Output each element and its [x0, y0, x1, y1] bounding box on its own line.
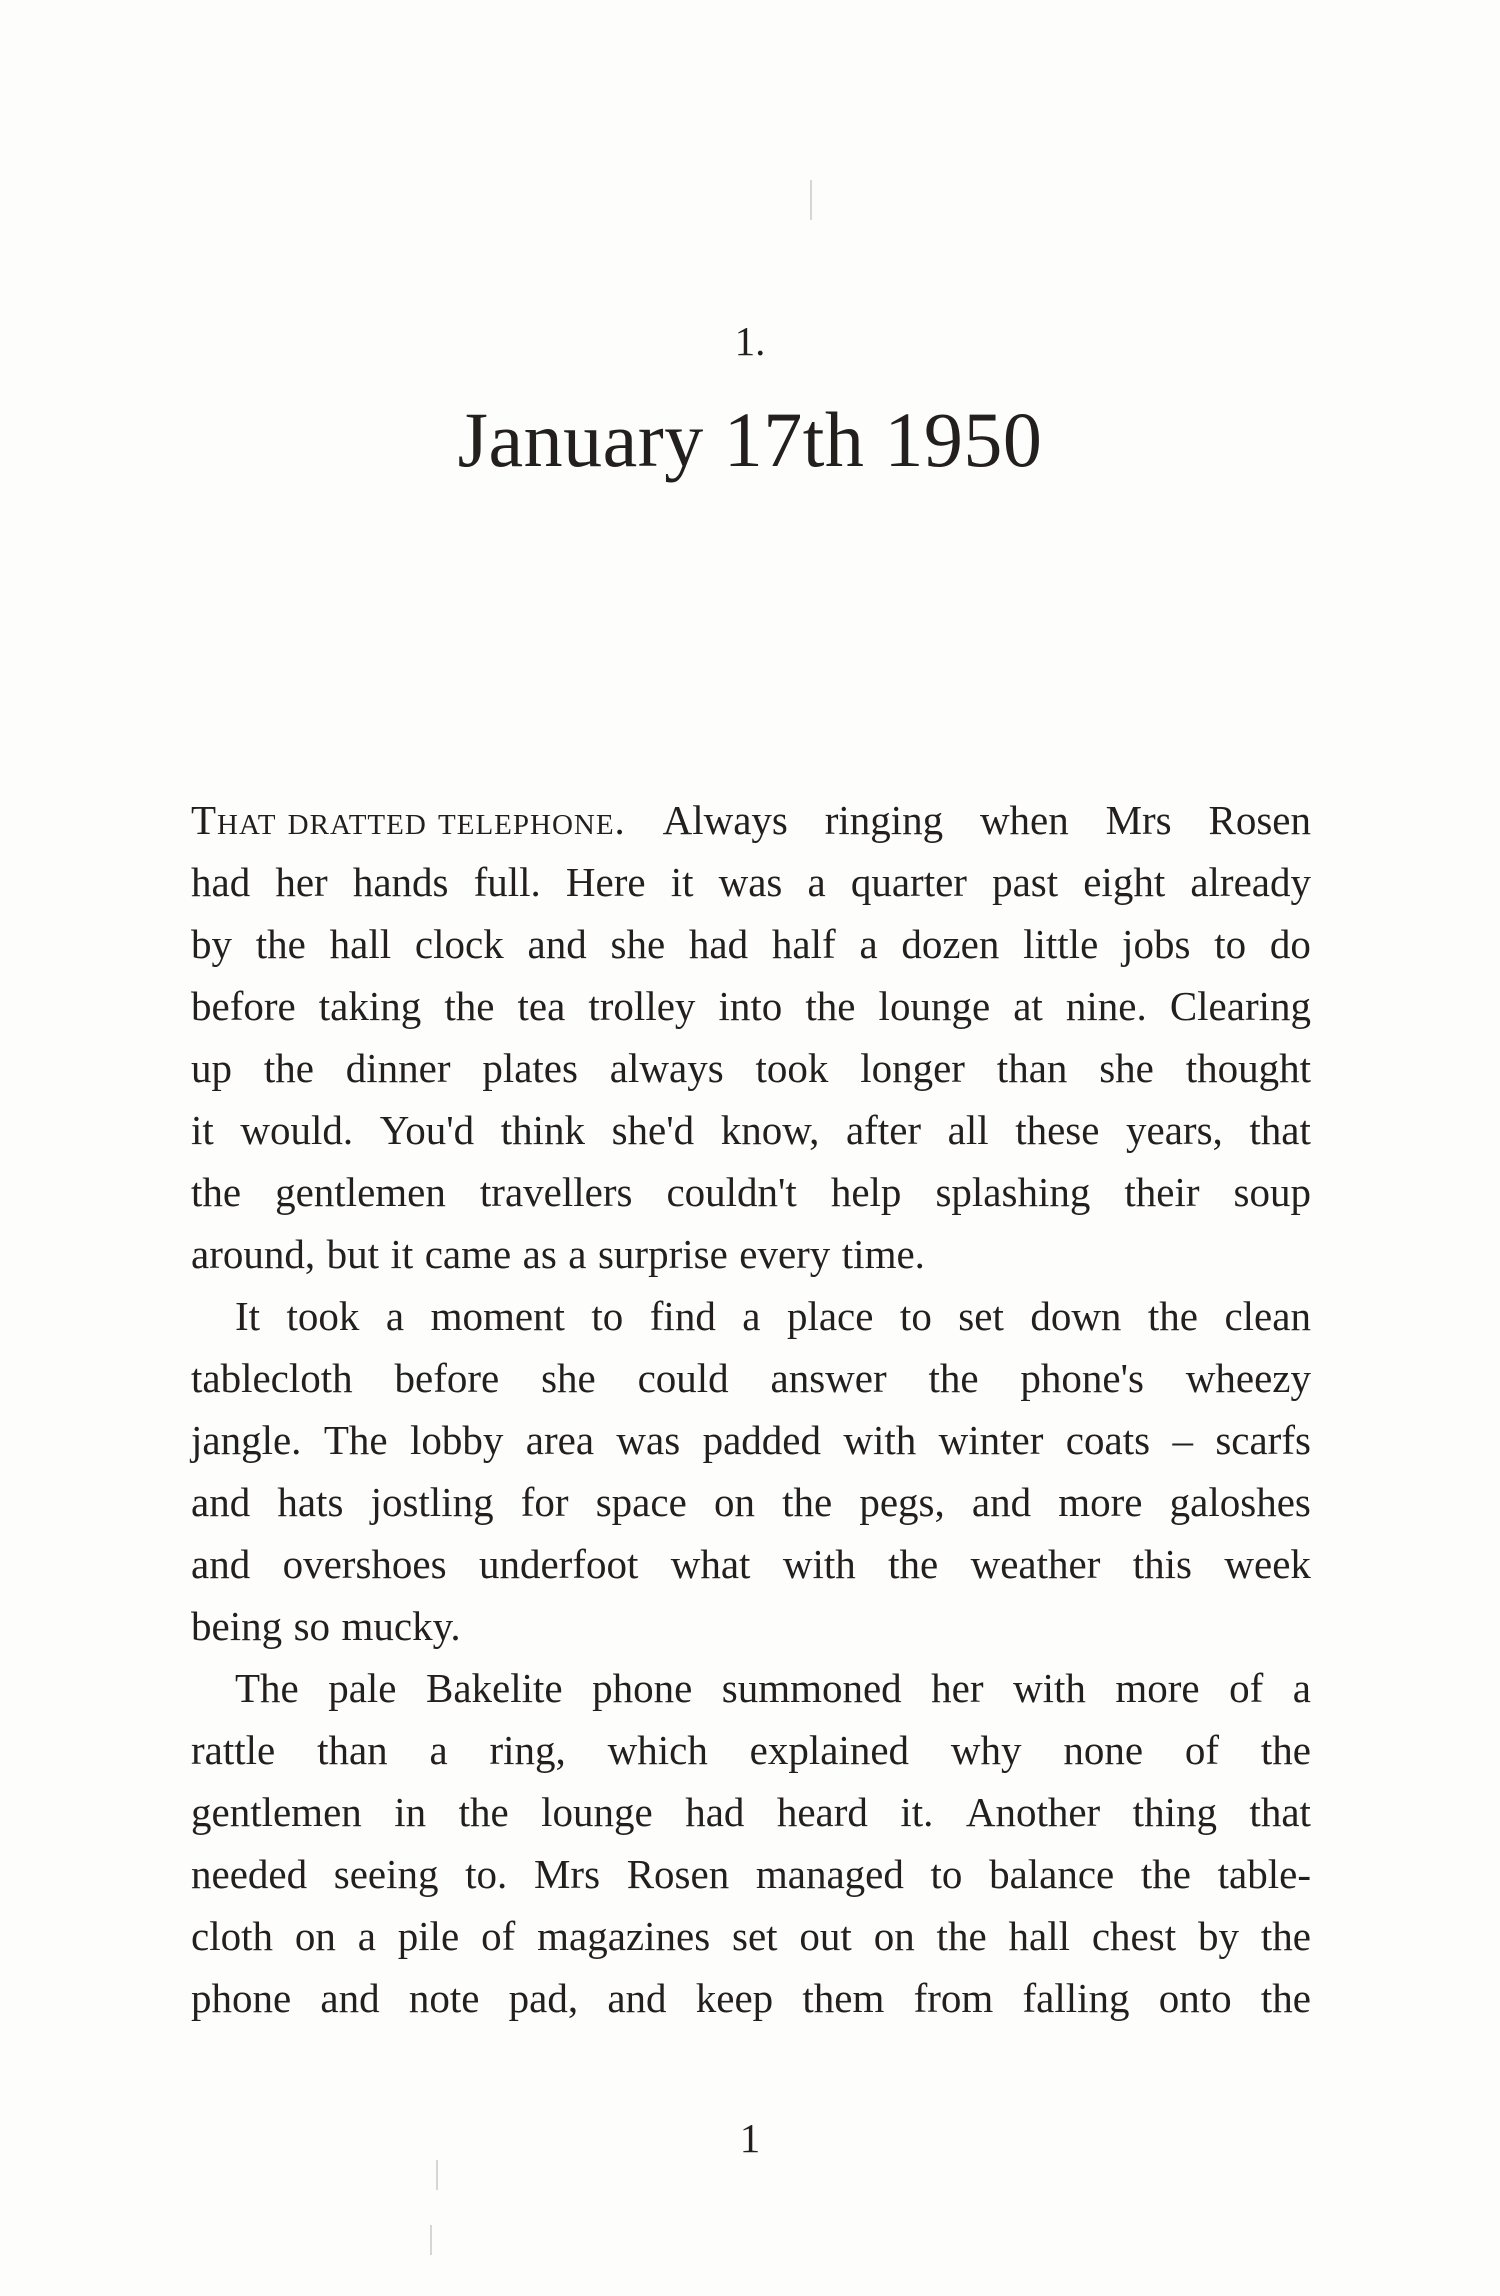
word: space: [595, 1479, 687, 1525]
text-line: [191, 1285, 1311, 1347]
word: full.: [473, 859, 541, 905]
word: thought: [1185, 1045, 1311, 1091]
word: it: [191, 1107, 214, 1153]
word: on: [713, 1479, 755, 1525]
word: that: [1249, 1107, 1311, 1153]
word: plates: [482, 1045, 578, 1091]
word: for: [520, 1479, 569, 1525]
scan-artifact: [810, 180, 812, 220]
word: so: [293, 1603, 331, 1649]
word: and: [191, 1541, 251, 1587]
text-line: [191, 1595, 1311, 1657]
word: soup: [1233, 1169, 1311, 1215]
text-line: [191, 1533, 1311, 1595]
word: to.: [465, 1851, 508, 1897]
word: and: [607, 1975, 667, 2021]
paragraph: [191, 1657, 1311, 2029]
word: padded: [702, 1417, 821, 1463]
word: Always: [662, 797, 788, 843]
word: on: [873, 1913, 915, 1959]
word: them: [802, 1975, 885, 2021]
word: scarfs: [1215, 1417, 1311, 1463]
word: coats: [1065, 1417, 1151, 1463]
word: cloth: [191, 1913, 273, 1959]
word: eight: [1083, 859, 1166, 905]
word: moment: [430, 1293, 565, 1339]
word: past: [992, 859, 1059, 905]
word: the: [936, 1913, 987, 1959]
word: it.: [900, 1789, 934, 1835]
word: phone: [191, 1975, 292, 2021]
word: could: [637, 1355, 729, 1401]
word: set: [732, 1913, 778, 1959]
word: what: [670, 1541, 751, 1587]
word: the: [805, 983, 856, 1029]
word: tea: [517, 983, 566, 1029]
word: a: [385, 1293, 405, 1339]
word: up: [191, 1045, 232, 1091]
word: a: [568, 1231, 587, 1277]
word: had: [688, 921, 749, 967]
word: answer: [770, 1355, 887, 1401]
word: You'd: [379, 1107, 475, 1153]
word: week: [1224, 1541, 1311, 1587]
word: table-: [1217, 1851, 1311, 1897]
word: was: [718, 859, 783, 905]
word: it: [670, 859, 694, 905]
word: the: [255, 921, 306, 967]
word: before: [191, 983, 296, 1029]
word: It: [235, 1293, 261, 1339]
word: than: [317, 1727, 388, 1773]
word: jangle.: [191, 1417, 302, 1463]
word: explained: [749, 1727, 910, 1773]
word: balance: [989, 1851, 1115, 1897]
word: with: [782, 1541, 856, 1587]
word: Another: [965, 1789, 1101, 1835]
scan-artifact: [430, 2225, 432, 2255]
word: heard: [776, 1789, 868, 1835]
word: set: [958, 1293, 1004, 1339]
word: splashing: [935, 1169, 1091, 1215]
paragraph: [191, 789, 1311, 1285]
word: summoned: [721, 1665, 902, 1711]
text-line: [191, 913, 1311, 975]
word: lounge: [541, 1789, 653, 1835]
word: these: [1015, 1107, 1100, 1153]
word: and: [320, 1975, 380, 2021]
word: Rosen: [1208, 797, 1311, 843]
word: pad,: [508, 1975, 579, 2021]
word: her: [931, 1665, 984, 1711]
word: hands: [352, 859, 449, 905]
word: pale: [328, 1665, 397, 1711]
word: the: [1260, 1913, 1311, 1959]
text-line: [191, 1843, 1311, 1905]
word: ring,: [489, 1727, 566, 1773]
word: took: [286, 1293, 360, 1339]
word: weather: [970, 1541, 1101, 1587]
word: to: [899, 1293, 932, 1339]
word: already: [1190, 859, 1311, 905]
word: more: [1058, 1479, 1143, 1525]
word: came: [424, 1231, 512, 1277]
word: when: [979, 797, 1069, 843]
word: little: [1023, 921, 1099, 967]
word: The: [235, 1665, 299, 1711]
word: lounge: [878, 983, 991, 1029]
text-line: [191, 1037, 1311, 1099]
word: a: [859, 921, 878, 967]
word: to: [591, 1293, 624, 1339]
word: the: [1140, 1851, 1191, 1897]
word: travellers: [479, 1169, 633, 1215]
text-line: [191, 1409, 1311, 1471]
word: trolley: [588, 983, 696, 1029]
word: the: [1260, 1975, 1311, 2021]
word: pegs,: [859, 1479, 945, 1525]
chapter-number: 1.: [734, 318, 766, 364]
word: jostling: [370, 1479, 494, 1525]
word: keep: [695, 1975, 774, 2021]
word: winter: [938, 1417, 1044, 1463]
word: The: [323, 1417, 388, 1463]
word: she: [610, 921, 666, 967]
word: from: [913, 1975, 994, 2021]
word: on: [294, 1913, 336, 1959]
word: quarter: [850, 859, 967, 905]
text-line: [191, 1967, 1311, 2029]
word: being: [191, 1603, 283, 1649]
word: it: [390, 1231, 414, 1277]
word: hats: [277, 1479, 344, 1525]
word: than: [996, 1045, 1068, 1091]
word: place: [786, 1293, 874, 1339]
word: gentlemen: [191, 1789, 362, 1835]
word: galoshes: [1169, 1479, 1311, 1525]
word: a: [742, 1293, 761, 1339]
word: chest: [1091, 1913, 1177, 1959]
word: surprise: [597, 1231, 728, 1277]
word: would.: [240, 1107, 354, 1153]
word: a: [807, 859, 826, 905]
word: all: [947, 1107, 989, 1153]
word: a: [357, 1913, 376, 1959]
word: falling: [1022, 1975, 1130, 2021]
word: which: [607, 1727, 708, 1773]
word: know,: [720, 1107, 820, 1153]
word: lobby: [409, 1417, 504, 1463]
word: the: [888, 1541, 939, 1587]
word: with: [1012, 1665, 1086, 1711]
word: half: [771, 921, 836, 967]
word: the: [782, 1479, 833, 1525]
word: dinner: [345, 1045, 451, 1091]
word: into: [718, 983, 783, 1029]
text-line: [191, 789, 1311, 851]
word: think: [500, 1107, 585, 1153]
word: find: [649, 1293, 716, 1339]
word: the: [458, 1789, 509, 1835]
word: wheezy: [1185, 1355, 1311, 1401]
text-line: [191, 1161, 1311, 1223]
word: before: [394, 1355, 500, 1401]
text-line: [191, 1099, 1311, 1161]
word: clock: [414, 921, 504, 967]
word: her: [275, 859, 328, 905]
word: had: [191, 859, 251, 905]
word: do: [1269, 921, 1311, 967]
word: why: [950, 1727, 1022, 1773]
word: as: [522, 1231, 557, 1277]
word: Clearing: [1169, 983, 1311, 1029]
word: with: [843, 1417, 917, 1463]
word: clean: [1224, 1293, 1311, 1339]
opening-small-caps: That dratted telephone.: [191, 797, 626, 843]
word: nine.: [1065, 983, 1147, 1029]
word: but: [326, 1231, 379, 1277]
word: the: [444, 983, 495, 1029]
word: jobs: [1122, 921, 1191, 967]
word: none: [1063, 1727, 1144, 1773]
word: of: [1184, 1727, 1220, 1773]
word: out: [799, 1913, 852, 1959]
word: tablecloth: [191, 1355, 353, 1401]
word: this: [1132, 1541, 1193, 1587]
word: taking: [318, 983, 422, 1029]
word: their: [1124, 1169, 1200, 1215]
word: mucky.: [341, 1603, 461, 1649]
word: phone: [592, 1665, 693, 1711]
word: Rosen: [626, 1851, 730, 1897]
word: thing: [1132, 1789, 1217, 1835]
text-line: [191, 1657, 1311, 1719]
word: of: [1229, 1665, 1264, 1711]
word: time.: [841, 1231, 925, 1277]
word: every: [739, 1231, 831, 1277]
word: hall: [1008, 1913, 1070, 1959]
word: the: [928, 1355, 979, 1401]
word: pile: [397, 1913, 460, 1959]
word: of: [481, 1913, 516, 1959]
word: by: [1197, 1913, 1239, 1959]
text-line: [191, 1905, 1311, 1967]
word: ringing: [824, 797, 944, 843]
word: –: [1172, 1417, 1193, 1463]
paragraph: [191, 1285, 1311, 1657]
word: she'd: [611, 1107, 695, 1153]
word: Mrs: [533, 1851, 601, 1897]
word: in: [394, 1789, 427, 1835]
word: and: [971, 1479, 1032, 1525]
word: a: [429, 1727, 448, 1773]
word: managed: [755, 1851, 904, 1897]
word: seeing: [333, 1851, 439, 1897]
word: and: [527, 921, 587, 967]
word: and: [191, 1479, 251, 1525]
text-line: [191, 851, 1311, 913]
word: rattle: [191, 1727, 276, 1773]
word: by: [191, 921, 232, 967]
word: to: [930, 1851, 963, 1897]
word: Here: [565, 859, 646, 905]
text-line: [191, 1719, 1311, 1781]
word: hall: [329, 921, 392, 967]
word: after: [845, 1107, 922, 1153]
text-line: [191, 1781, 1311, 1843]
word: gentlemen: [275, 1169, 446, 1215]
text-line: [191, 975, 1311, 1037]
word: area: [525, 1417, 595, 1463]
page-number: 1: [739, 2115, 761, 2161]
word: longer: [860, 1045, 965, 1091]
word: at: [1013, 983, 1043, 1029]
word: was: [616, 1417, 681, 1463]
word: had: [685, 1789, 745, 1835]
word: years,: [1126, 1107, 1223, 1153]
word: phone's: [1020, 1355, 1144, 1401]
word: overshoes: [282, 1541, 447, 1587]
word: more: [1115, 1665, 1200, 1711]
word: dozen: [901, 921, 1000, 967]
word: took: [755, 1045, 829, 1091]
body-text: [191, 789, 1311, 2029]
word: help: [830, 1169, 902, 1215]
word: down: [1030, 1293, 1122, 1339]
word: a: [1292, 1665, 1311, 1711]
word: that: [1249, 1789, 1311, 1835]
word: to: [1214, 921, 1247, 967]
word: underfoot: [478, 1541, 639, 1587]
text-line: [191, 1471, 1311, 1533]
word: couldn't: [666, 1169, 797, 1215]
word: the: [191, 1169, 242, 1215]
word: onto: [1158, 1975, 1232, 2021]
word: she: [541, 1355, 596, 1401]
word: the: [1147, 1293, 1198, 1339]
word: magazines: [537, 1913, 711, 1959]
word: around,: [191, 1231, 316, 1277]
word: the: [1260, 1727, 1311, 1773]
chapter-title: January 17th 1950: [457, 396, 1043, 483]
word: she: [1099, 1045, 1154, 1091]
word: Bakelite: [425, 1665, 563, 1711]
text-line: [191, 1223, 1311, 1285]
word: needed: [191, 1851, 308, 1897]
word: Mrs: [1105, 797, 1172, 843]
word: note: [408, 1975, 480, 2021]
text-line: [191, 1347, 1311, 1409]
word: always: [609, 1045, 724, 1091]
word: the: [263, 1045, 314, 1091]
